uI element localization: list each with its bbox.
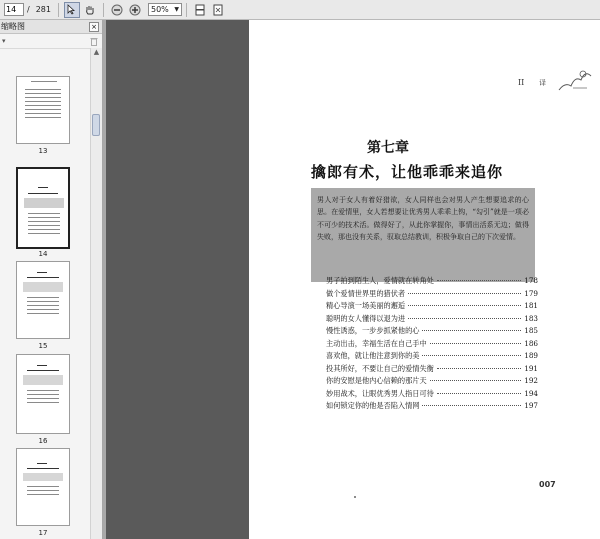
toc-leader	[408, 318, 521, 319]
toc-leader	[422, 355, 521, 356]
hand-icon	[84, 4, 96, 16]
cursor-icon	[66, 4, 77, 15]
toolbar-divider	[58, 3, 59, 17]
zoom-select[interactable]	[148, 3, 182, 16]
toc-entry-title: 慢性诱惑，一步步抓紧他的心	[326, 326, 420, 335]
thumb-text-line	[28, 225, 60, 226]
thumbnails-panel	[0, 20, 103, 539]
toc-entry-page: 178	[524, 276, 538, 285]
thumb-text-line	[27, 490, 59, 491]
fit-width-icon	[194, 4, 206, 16]
toc-entry-page: 186	[524, 338, 538, 348]
thumb-text-line	[28, 233, 60, 234]
thumb-shaded-block	[23, 473, 63, 481]
thumb-text-line	[27, 390, 59, 391]
decorative-illustration-icon	[557, 64, 593, 94]
zoom-in-icon	[129, 4, 141, 16]
toc-entry[interactable]	[326, 339, 538, 352]
toc-entry-title: 聪明的女人懂得以退为进	[326, 313, 406, 323]
toc-entry-title: 你的安慰是他内心信赖的那片天	[326, 376, 427, 385]
thumb-text-line	[25, 89, 61, 90]
fit-page-button[interactable]	[210, 2, 226, 18]
page-separator: /	[27, 5, 30, 14]
toc-entry[interactable]	[326, 376, 538, 389]
scrollbar-thumb[interactable]	[92, 114, 100, 136]
table-of-contents	[326, 276, 538, 414]
toolbar-divider	[103, 3, 104, 17]
thumb-text-line	[27, 486, 59, 487]
toc-entry-title: 妙用战术，让眼优秀男人指日可待	[326, 388, 434, 398]
page-number: 007	[539, 480, 556, 489]
toc-leader	[430, 380, 521, 381]
panel-header	[0, 20, 102, 34]
zoom-out-icon	[111, 4, 123, 16]
toc-entry-title: 如何锁定你的他是否陷入情网	[326, 401, 420, 410]
toc-entry[interactable]	[326, 276, 538, 289]
scroll-up-icon[interactable]: ▲	[93, 48, 100, 56]
thumb-text-line	[28, 193, 58, 194]
toc-entry[interactable]	[326, 389, 538, 402]
thumb-text-line	[25, 117, 61, 118]
fit-width-button[interactable]	[192, 2, 208, 18]
zoom-out-button[interactable]	[109, 2, 125, 18]
thumb-text-line	[27, 394, 59, 395]
chapter-heading: 第七章	[367, 140, 409, 156]
hand-tool-button[interactable]	[82, 2, 98, 18]
chapter-intro: 男人对于女人有着好猎欲，女人同样也会对男人产生想要追求的心思。在爱情里，女人若想要让优秀男人乖乖上钩，“勾引”就是一项必不可少的技术活。做得好了，从此你掌握你，事情出活系无边；做得失败，那也没有关系，驭取总结教训，积极争取自己的下次爱情。	[311, 188, 535, 282]
thumb-text-line	[28, 221, 60, 222]
toolbar	[0, 0, 600, 20]
thumb-text-line	[27, 398, 59, 399]
toc-entry-title: 精心导演一场美丽的邂逅	[326, 301, 406, 310]
toc-entry-title: 投其所好，不要让自己的爱情失衡	[326, 363, 434, 373]
toc-leader	[437, 393, 521, 394]
thumbnail-label: 13	[38, 147, 48, 155]
toc-leader	[437, 368, 521, 369]
panel-title: 缩略图	[1, 22, 25, 31]
thumbnail-label: 14	[38, 250, 48, 258]
thumb-text-line	[25, 109, 61, 110]
thumb-shaded-block	[23, 375, 63, 385]
toc-entry-page: 192	[524, 376, 538, 385]
thumbnail-page-15[interactable]	[16, 261, 70, 339]
select-tool-button[interactable]	[64, 2, 80, 18]
chevron-down-icon: ▼	[174, 6, 179, 13]
thumb-text-line	[27, 370, 59, 371]
thumb-text-line	[25, 105, 61, 106]
document-page	[249, 20, 600, 539]
thumbnail-page-14[interactable]	[16, 167, 70, 249]
thumbnail-page-17[interactable]	[16, 448, 70, 526]
toc-entry[interactable]	[326, 289, 538, 302]
thumb-text-line	[27, 313, 59, 314]
thumbnail-label: 15	[38, 342, 48, 350]
chapter-title: 擒郎有术，让他乖乖来追你	[311, 163, 504, 181]
toc-entry[interactable]	[326, 364, 538, 377]
toc-entry-page: 183	[524, 313, 538, 323]
thumb-text-line	[27, 297, 59, 298]
options-dropdown-icon[interactable]: ▾	[2, 37, 6, 45]
thumb-text-line	[28, 217, 60, 218]
thumb-text-line	[27, 309, 59, 310]
thumbnail-label: 16	[38, 437, 48, 445]
toc-entry[interactable]	[326, 401, 538, 414]
thumb-text-line	[37, 272, 47, 273]
running-head-secondary: 译	[539, 79, 546, 87]
thumb-text-line	[25, 113, 61, 114]
toc-entry[interactable]	[326, 351, 538, 364]
toc-entry-page: 189	[524, 351, 538, 360]
thumb-text-line	[25, 101, 61, 102]
thumb-shaded-block	[23, 282, 63, 292]
toc-leader	[422, 330, 521, 331]
thumb-text-line	[27, 468, 59, 469]
toc-leader	[430, 343, 521, 344]
toc-entry-title: 主动出击，幸福生活在自己手中	[326, 338, 427, 348]
thumb-text-line	[25, 93, 61, 94]
thumb-text-line	[28, 213, 60, 214]
trash-icon[interactable]	[90, 37, 98, 46]
toc-entry-page: 181	[524, 301, 538, 310]
panel-splitter[interactable]	[103, 20, 106, 539]
thumb-text-line	[28, 229, 60, 230]
toc-entry-title: 做个爱情世界里的猎伏者	[326, 288, 406, 298]
thumb-text-line	[31, 81, 57, 82]
fit-page-icon	[212, 4, 224, 16]
toc-leader	[408, 305, 521, 306]
thumb-text-line	[25, 97, 61, 98]
toc-entry-page: 191	[524, 363, 538, 373]
panel-tools	[0, 34, 102, 49]
thumb-text-line	[37, 463, 47, 464]
thumb-text-line	[38, 187, 48, 188]
zoom-value: 50%	[150, 5, 169, 14]
thumbnail-page-13[interactable]	[16, 76, 70, 144]
toc-entry-page: 197	[524, 401, 538, 410]
thumbnail-scrollbar[interactable]	[90, 48, 102, 539]
thumbnail-page-16[interactable]	[16, 354, 70, 434]
close-icon[interactable]: ×	[89, 22, 99, 32]
thumb-text-line	[27, 305, 59, 306]
running-head: II	[518, 78, 525, 87]
toc-entry[interactable]	[326, 314, 538, 327]
toc-entry[interactable]	[326, 326, 538, 339]
thumb-text-line	[27, 301, 59, 302]
toc-entry-title: 喜欢他，就让他注意到你的美	[326, 351, 420, 360]
thumbnail-label: 17	[38, 529, 48, 537]
toc-entry[interactable]	[326, 301, 538, 314]
thumb-text-line	[27, 494, 59, 495]
toc-leader	[437, 280, 521, 281]
page-number-input[interactable]	[4, 3, 24, 16]
print-mark	[354, 496, 356, 498]
toc-entry-title: 男子拍到陌生人，爱情就在转角处	[326, 276, 434, 285]
toc-entry-page: 194	[524, 388, 538, 398]
thumb-text-line	[37, 365, 47, 366]
thumb-text-line	[27, 402, 59, 403]
thumb-text-line	[27, 277, 59, 278]
toolbar-divider	[186, 3, 187, 17]
page-total: 281	[35, 5, 51, 14]
zoom-in-button[interactable]	[127, 2, 143, 18]
toc-entry-page: 185	[524, 326, 538, 335]
toc-leader	[422, 405, 521, 406]
thumbnail-list	[0, 48, 90, 539]
toc-entry-page: 179	[524, 288, 538, 298]
toc-leader	[408, 293, 521, 294]
thumb-shaded-block	[24, 198, 64, 208]
